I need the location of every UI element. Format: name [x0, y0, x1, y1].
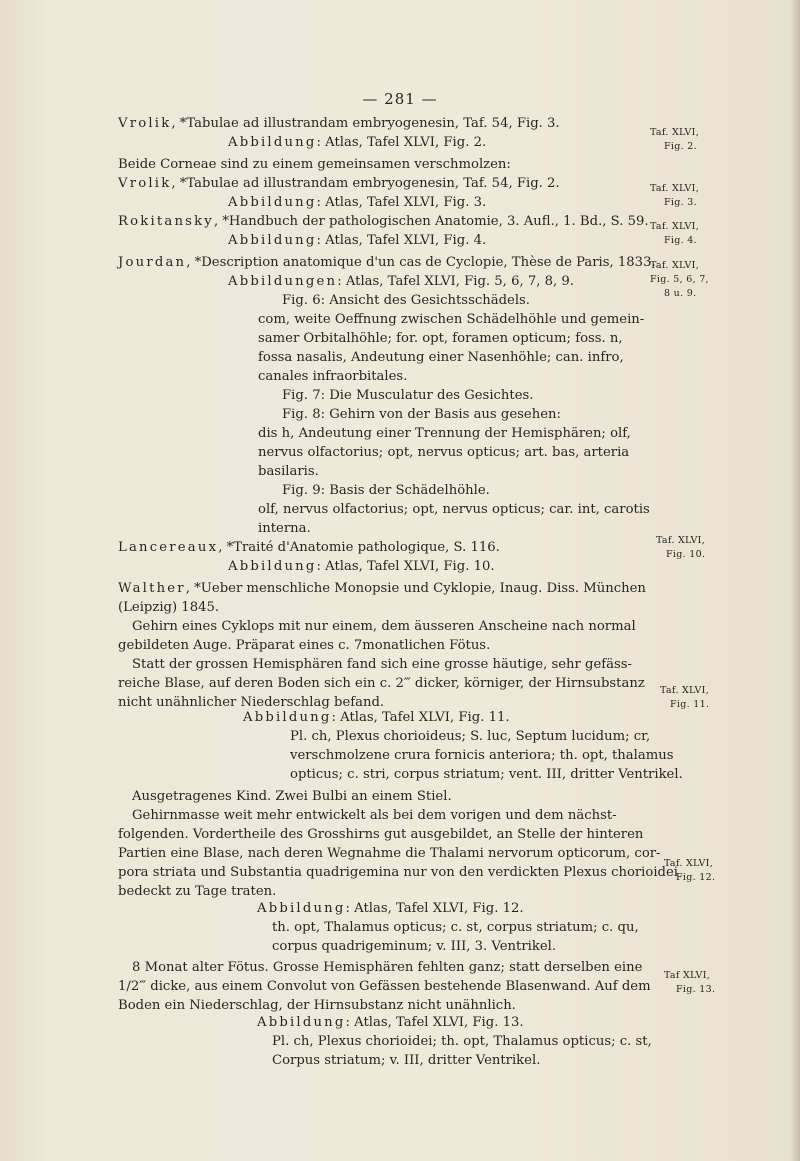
- margin-note: Fig. 2.: [664, 141, 697, 152]
- text-line: basilaris.: [258, 464, 319, 479]
- margin-note: Taf. XLVI,: [650, 260, 700, 271]
- text-line: Vrolik, *Tabulae ad illustrandam embryogenesin, Taf. 54, Fig. 2.: [118, 176, 560, 191]
- spaced-label: Abbildung: [228, 135, 317, 150]
- text-line: Pl. ch, Plexus chorioideus; S. luc, Septum lucidum; cr,: [290, 729, 651, 744]
- text-line: Boden ein Niederschlag, der Hirnsubstanz nicht unähnlich.: [118, 998, 516, 1013]
- text-line: Gehirnmasse weit mehr entwickelt als bei dem vorigen und dem nächst-: [132, 808, 617, 823]
- margin-note: Fig. 11.: [670, 699, 710, 710]
- spaced-label: Rokitansky: [118, 214, 214, 229]
- text-line: Abbildung: Atlas, Tafel XLVI, Fig. 4.: [228, 233, 487, 248]
- text-line: verschmolzene crura fornicis anteriora; th. opt, thalamus: [290, 748, 674, 763]
- text-line: Beide Corneae sind zu einem gemeinsamen verschmolzen:: [118, 157, 511, 172]
- text-line: Lancereaux, *Traité d'Anatomie pathologique, S. 116.: [118, 540, 500, 555]
- text-line: dis h, Andeutung einer Trennung der Hemisphären; olf,: [258, 426, 631, 441]
- text-line: Statt der grossen Hemisphären fand sich eine grosse häutige, sehr gefäss-: [132, 657, 633, 672]
- spaced-label: Vrolik: [118, 176, 172, 191]
- spaced-label: Abbildung: [228, 559, 317, 574]
- text-line: nicht unähnlicher Niederschlag befand.: [118, 695, 385, 710]
- margin-note: Fig. 13.: [676, 984, 716, 995]
- text-line: corpus quadrigeminum; v. III, 3. Ventrikel.: [272, 939, 557, 954]
- text-line: opticus; c. stri, corpus striatum; vent. III, dritter Ventrikel.: [290, 767, 683, 782]
- text-line: Abbildung: Atlas, Tafel XLVI, Fig. 2.: [228, 135, 487, 150]
- spaced-label: Vrolik: [118, 116, 172, 131]
- text-line: folgenden. Vordertheile des Grosshirns gut ausgebildet, an Stelle der hinteren: [118, 827, 644, 842]
- margin-note: 8 u. 9.: [664, 288, 697, 299]
- margin-note: Fig. 5, 6, 7,: [650, 274, 709, 285]
- margin-note: Fig. 3.: [664, 197, 697, 208]
- spaced-label: Abbildung: [257, 1015, 346, 1030]
- text-line: Abbildungen: Atlas, Tafel XLVI, Fig. 5, 6, 7, 8, 9.: [228, 274, 574, 289]
- text-line: (Leipzig) 1845.: [118, 600, 220, 615]
- text-line: fossa nasalis, Andeutung einer Nasenhöhle; can. infro,: [258, 350, 624, 365]
- margin-note: Taf. XLVI,: [660, 685, 710, 696]
- spaced-label: Abbildung: [228, 195, 317, 210]
- text-line: Abbildung: Atlas, Tafel XLVI, Fig. 11.: [243, 710, 510, 725]
- text-line: Gehirn eines Cyklops mit nur einem, dem äusseren Anscheine nach normal: [132, 619, 636, 634]
- text-line: interna.: [258, 521, 311, 536]
- spaced-label: Abbildung: [243, 710, 332, 725]
- margin-note: Taf. XLVI,: [650, 127, 700, 138]
- spaced-label: Abbildungen: [228, 274, 338, 289]
- margin-note: Taf XLVI,: [664, 970, 711, 981]
- margin-note: Fig. 12.: [676, 872, 716, 883]
- text-line: Rokitansky, *Handbuch der pathologischen Anatomie, 3. Aufl., 1. Bd., S. 59.: [118, 214, 649, 229]
- text-line: Jourdan, *Description anatomique d'un cas de Cyclopie, Thèse de Paris, 1833.: [118, 255, 656, 270]
- text-line: reiche Blase, auf deren Boden sich ein c. 2‴ dicker, körniger, der Hirnsubstanz: [118, 676, 645, 691]
- text-line: Fig. 7: Die Musculatur des Gesichtes.: [282, 388, 534, 403]
- text-line: Ausgetragenes Kind. Zwei Bulbi an einem Stiel.: [132, 789, 452, 804]
- text-line: th. opt, Thalamus opticus; c. st, corpus striatum; c. qu,: [272, 920, 639, 935]
- margin-note: Taf. XLVI,: [664, 858, 714, 869]
- margin-note: Taf. XLVI,: [650, 221, 700, 232]
- spaced-label: Abbildung: [257, 901, 346, 916]
- margin-note: Fig. 4.: [664, 235, 697, 246]
- margin-note: Taf. XLVI,: [650, 183, 700, 194]
- spaced-label: Jourdan: [118, 255, 187, 270]
- text-line: canales infraorbitales.: [258, 369, 408, 384]
- text-line: Corpus striatum; v. III, dritter Ventrikel.: [272, 1053, 541, 1068]
- spaced-label: Abbildung: [228, 233, 317, 248]
- text-line: 1/2‴ dicke, aus einem Convolut von Gefässen bestehende Blasenwand. Auf dem: [118, 979, 651, 994]
- text-line: Fig. 9: Basis der Schädelhöhle.: [282, 483, 490, 498]
- text-line: Fig. 6: Ansicht des Gesichtsschädels.: [282, 293, 530, 308]
- text-line: samer Orbitalhöhle; for. opt, foramen opticum; foss. n,: [258, 331, 623, 346]
- text-line: olf, nervus olfactorius; opt, nervus opticus; car. int, carotis: [258, 502, 650, 517]
- margin-note: Fig. 10.: [666, 549, 706, 560]
- text-line: Abbildung: Atlas, Tafel XLVI, Fig. 3.: [228, 195, 487, 210]
- text-line: Fig. 8: Gehirn von der Basis aus gesehen:: [282, 407, 561, 422]
- text-line: Abbildung: Atlas, Tafel XLVI, Fig. 13.: [257, 1015, 524, 1030]
- text-line: gebildeten Auge. Präparat eines c. 7monatlichen Fötus.: [118, 638, 491, 653]
- text-line: Abbildung: Atlas, Tafel XLVI, Fig. 12.: [257, 901, 524, 916]
- spaced-label: Walther: [118, 581, 186, 596]
- page-header: — 281 —: [362, 90, 438, 108]
- text-line: pora striata und Substantia quadrigemina nur von den verdickten Plexus chorioidei: [118, 865, 679, 880]
- page-edge-shadow: [790, 0, 800, 1161]
- text-line: 8 Monat alter Fötus. Grosse Hemisphären fehlten ganz; statt derselben eine: [132, 960, 643, 975]
- text-line: Vrolik, *Tabulae ad illustrandam embryogenesin, Taf. 54, Fig. 3.: [118, 116, 560, 131]
- text-line: com, weite Oeffnung zwischen Schädelhöhle und gemein-: [258, 312, 645, 327]
- text-line: bedeckt zu Tage traten.: [118, 884, 277, 899]
- margin-note: Taf. XLVI,: [656, 535, 706, 546]
- text-line: Walther, *Ueber menschliche Monopsie und Cyklopie, Inaug. Diss. München: [118, 581, 646, 596]
- text-line: Pl. ch, Plexus chorioidei; th. opt, Thalamus opticus; c. st,: [272, 1034, 652, 1049]
- text-line: Abbildung: Atlas, Tafel XLVI, Fig. 10.: [228, 559, 495, 574]
- text-line: nervus olfactorius; opt, nervus opticus; art. bas, arteria: [258, 445, 630, 460]
- text-line: Partien eine Blase, nach deren Wegnahme die Thalami nervorum opticorum, cor-: [118, 846, 661, 861]
- spaced-label: Lancereaux: [118, 540, 219, 555]
